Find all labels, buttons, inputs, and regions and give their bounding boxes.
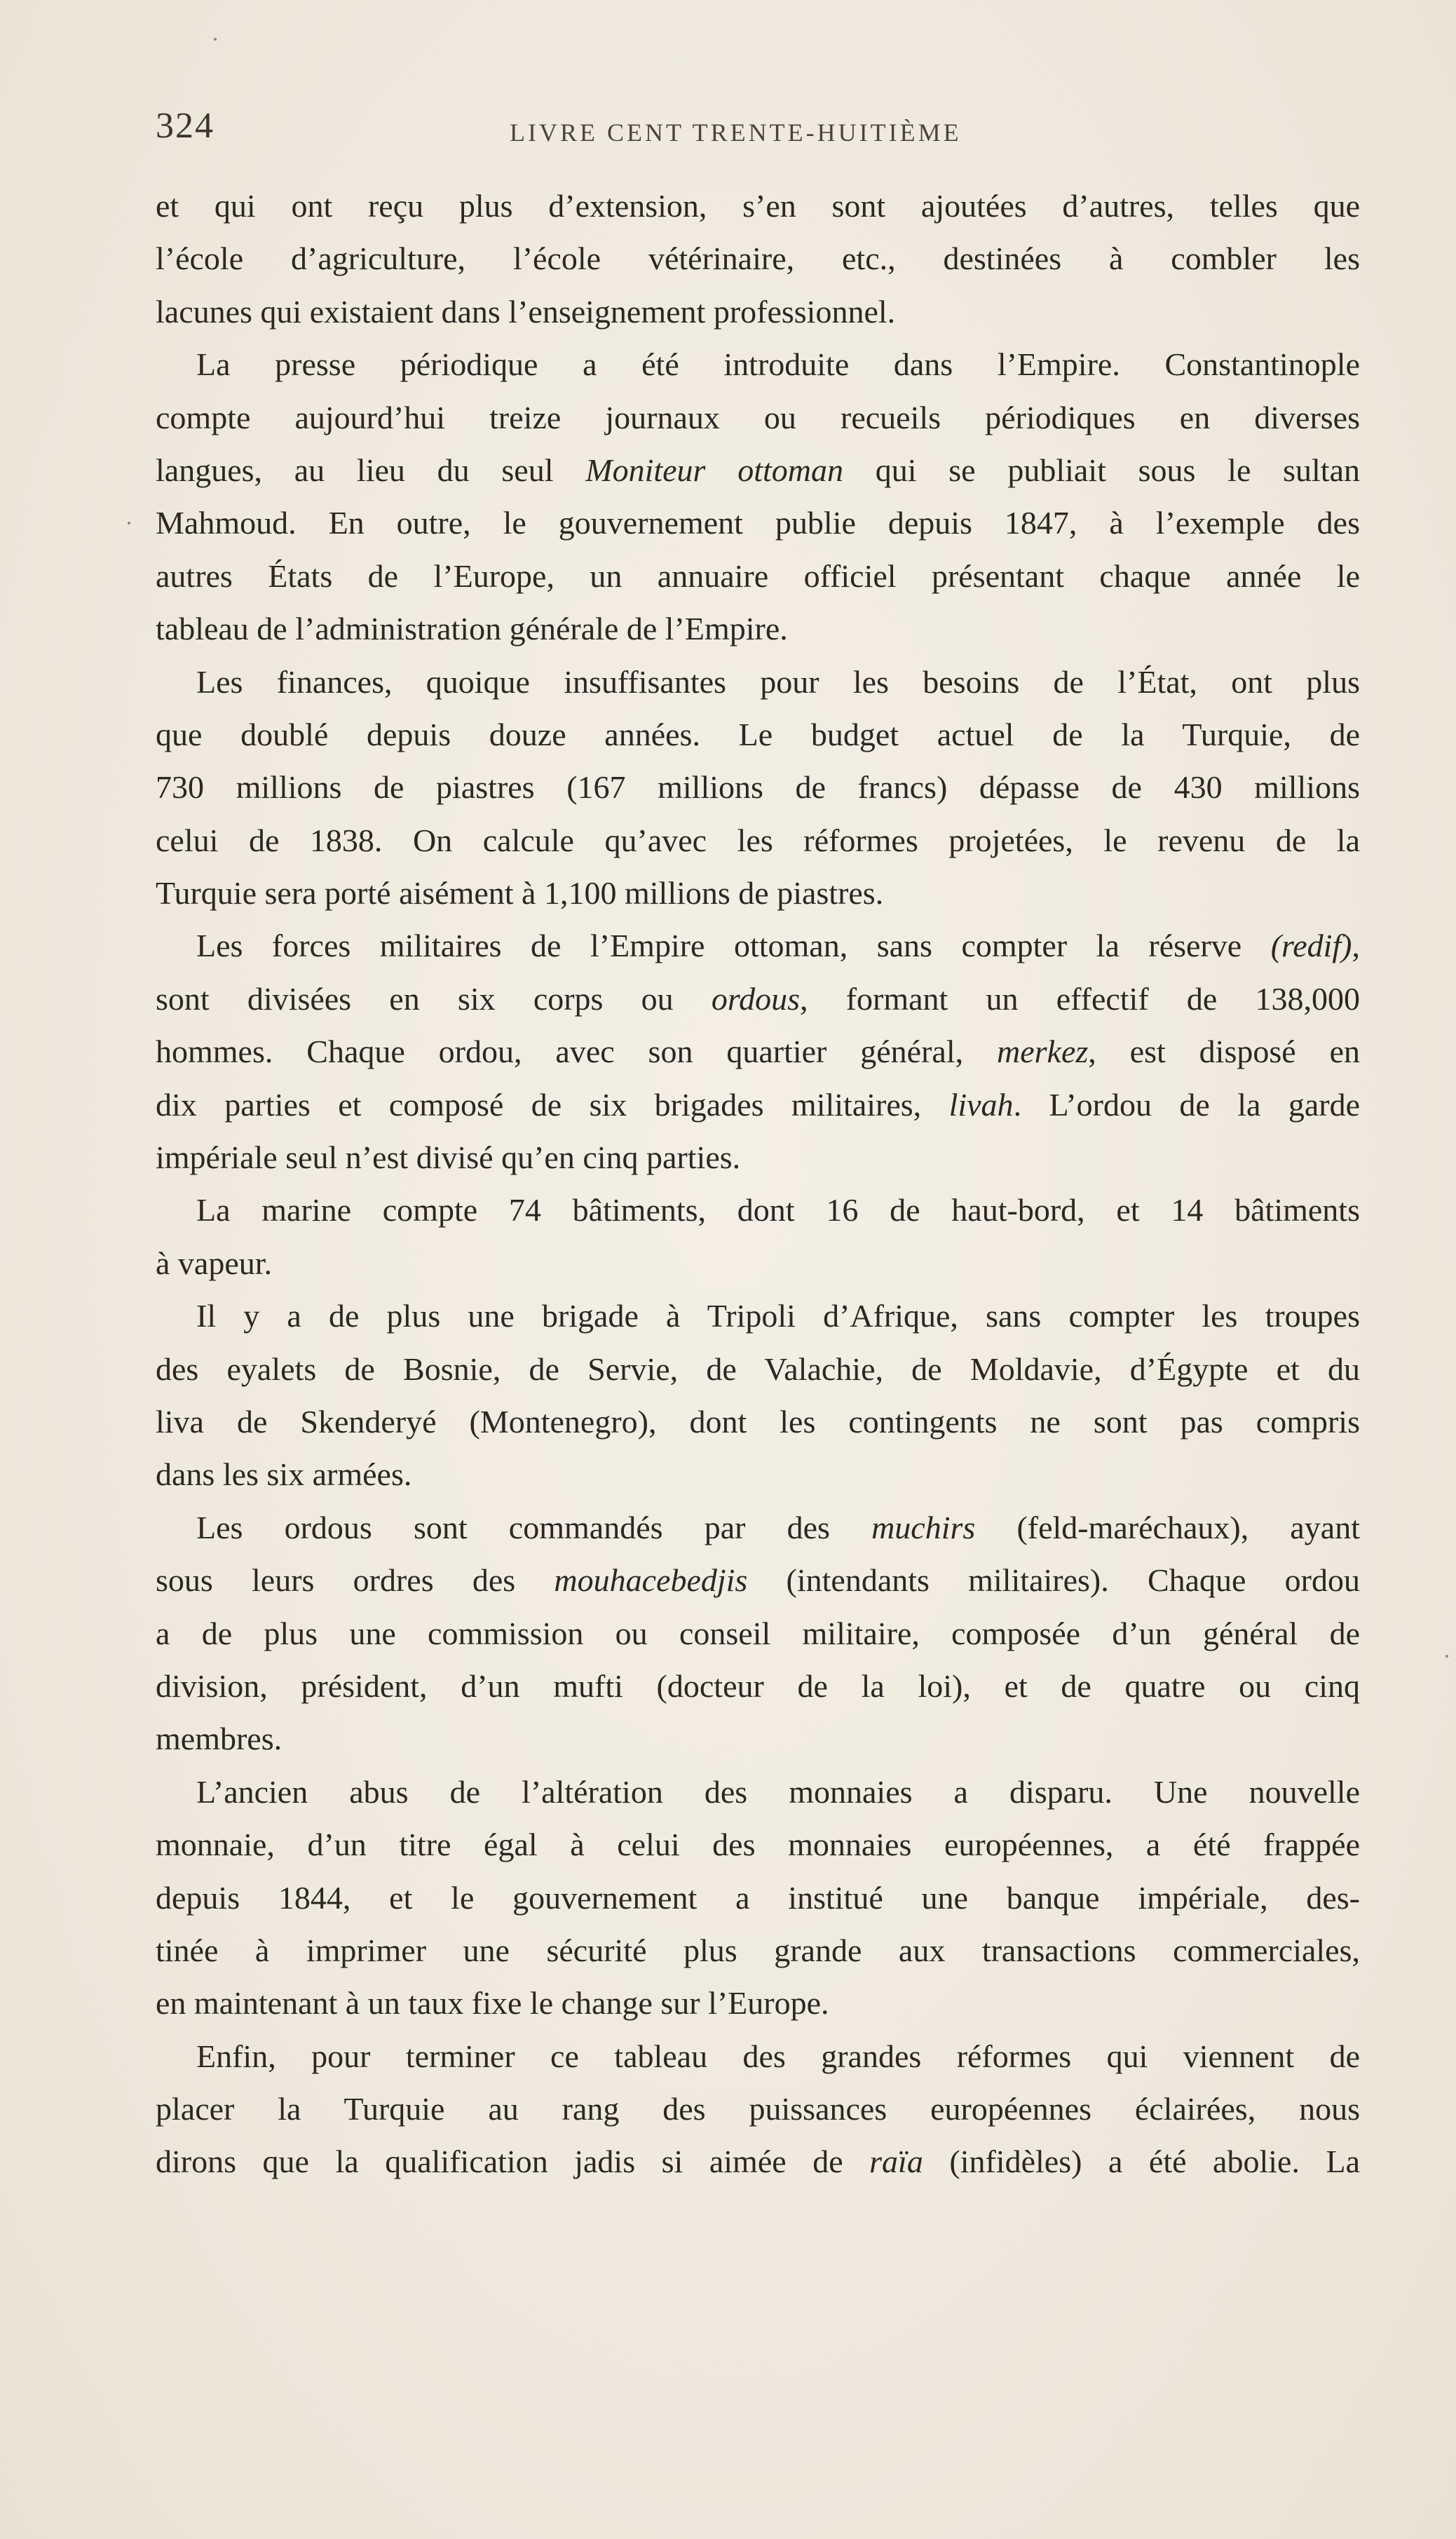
text-line: Enfin, pour terminer ce tableau des grandes réformes qui viennent de [196,2038,1360,2074]
text-line: dans les six armées. [156,1456,412,1493]
text-segment: . L’ordou de la garde [1013,1086,1360,1123]
text-line: a de plus une commission ou conseil militaire, composée d’un général de [156,1615,1360,1651]
text-line: et qui ont reçu plus d’extension, s’en sont ajoutées d’autres, telles que [156,188,1360,224]
text-line [156,2135,1360,2188]
text-line: Mahmoud. En outre, le gouvernement publie depuis 1847, à l’exemple des [156,505,1360,541]
text-line: autres États de l’Europe, un annuaire officiel présentant chaque année le [156,557,1360,594]
text-line: lacunes qui existaient dans l’enseignement professionnel. [156,293,896,330]
text-segment: , formant un effectif de 138,000 [799,980,1360,1017]
text-segment: dirons que la qualification jadis si aimée de [156,2144,870,2180]
text-segment: Les ordous sont commandés par des [196,1509,872,1545]
text-line: depuis 1844, et le gouvernement a institué une banque impériale, des- [156,1879,1360,1916]
text-line: La marine compte 74 bâtiments, dont 16 de haut-bord, et 14 bâtiments [196,1192,1360,1228]
text-line: placer la Turquie au rang des puissances européennes éclairées, nous [156,2091,1360,2127]
text-segment: dix parties et composé de six brigades militaires, [156,1086,949,1123]
paper-speck [1445,1655,1448,1658]
italic-term: muchirs [871,1509,976,1545]
text-line [156,1554,1360,1606]
text-line: L’ancien abus de l’altération des monnaies a disparu. Une nouvelle [196,1773,1360,1810]
text-line: compte aujourd’hui treize journaux ou recueils périodiques en diverses [156,399,1360,435]
text-segment: (feld-maréchaux), ayant [975,1509,1360,1545]
text-segment: Les forces militaires de l’Empire ottoman, sans compter la réserve [196,928,1271,964]
page-number: 324 [156,106,215,146]
text-segment: (infidèles) a été abolie. La [923,2144,1360,2180]
text-line: tableau de l’administration générale de l’Empire. [156,611,788,647]
text-line [156,444,1360,496]
running-head: LIVRE CENT TRENTE-HUITIÈME [510,119,962,147]
body-text [156,180,1360,2188]
text-line: tinée à imprimer une sécurité plus grande aux transactions commerciales, [156,1932,1360,1968]
text-segment: hommes. Chaque ordou, avec son quartier général, [156,1034,998,1070]
text-line: l’école d’agriculture, l’école vétérinaire, etc., destinées à combler les [156,241,1360,277]
text-line [156,973,1360,1025]
text-segment: , est disposé en [1088,1034,1360,1070]
page-header [156,105,1354,154]
italic-term: mouhacebedjis [554,1562,748,1599]
text-line: Il y a de plus une brigade à Tripoli d’Afrique, sans compter les troupes [196,1298,1360,1334]
text-line: monnaie, d’un titre égal à celui des monnaies européennes, a été frappée [156,1827,1360,1863]
text-line [156,919,1360,972]
text-line: impériale seul n’est divisé qu’en cinq parties. [156,1139,741,1176]
text-line: en maintenant à un taux fixe le change sur l’Europe. [156,1985,829,2022]
text-line: 730 millions de piastres (167 millions de francs) dépasse de 430 millions [156,769,1360,806]
italic-term: Moniteur ottoman [585,452,843,488]
text-segment: sont divisées en six corps ou [156,980,712,1017]
text-line: liva de Skenderyé (Montenegro), dont les contingents ne sont pas compris [156,1403,1360,1440]
text-line: à vapeur. [156,1245,273,1281]
italic-term: ordous [711,980,800,1017]
italic-term: livah [948,1086,1014,1123]
text-segment: sous leurs ordres des [156,1562,554,1599]
paper-speck [128,522,130,524]
text-line: La presse périodique a été introduite dans l’Empire. Constantinople [196,346,1360,383]
text-line [156,1025,1360,1078]
text-segment: (intendants militaires). Chaque ordou [747,1562,1360,1599]
text-line: celui de 1838. On calcule qu’avec les réformes projetées, le revenu de la [156,822,1360,858]
paper-speck [214,38,217,41]
text-line [156,1501,1360,1554]
text-line: des eyalets de Bosnie, de Servie, de Valachie, de Moldavie, d’Égypte et du [156,1350,1360,1387]
text-line [156,1078,1360,1131]
text-line: division, président, d’un mufti (docteur de la loi), et de quatre ou cinq [156,1667,1360,1704]
italic-term: merkez [997,1034,1089,1070]
text-line: que doublé depuis douze années. Le budget actuel de la Turquie, de [156,716,1360,752]
italic-term: (redif) [1270,928,1352,964]
italic-term: raïa [869,2144,923,2180]
text-line: membres. [156,1721,283,1757]
text-segment: langues, au lieu du seul [156,452,586,488]
text-segment: , [1352,928,1360,964]
text-line: Les finances, quoique insuffisantes pour les besoins de l’État, ont plus [196,663,1360,700]
text-segment: qui se publiait sous le sultan [843,452,1361,488]
text-line: Turquie sera porté aisément à 1,100 millions de piastres. [156,875,884,912]
